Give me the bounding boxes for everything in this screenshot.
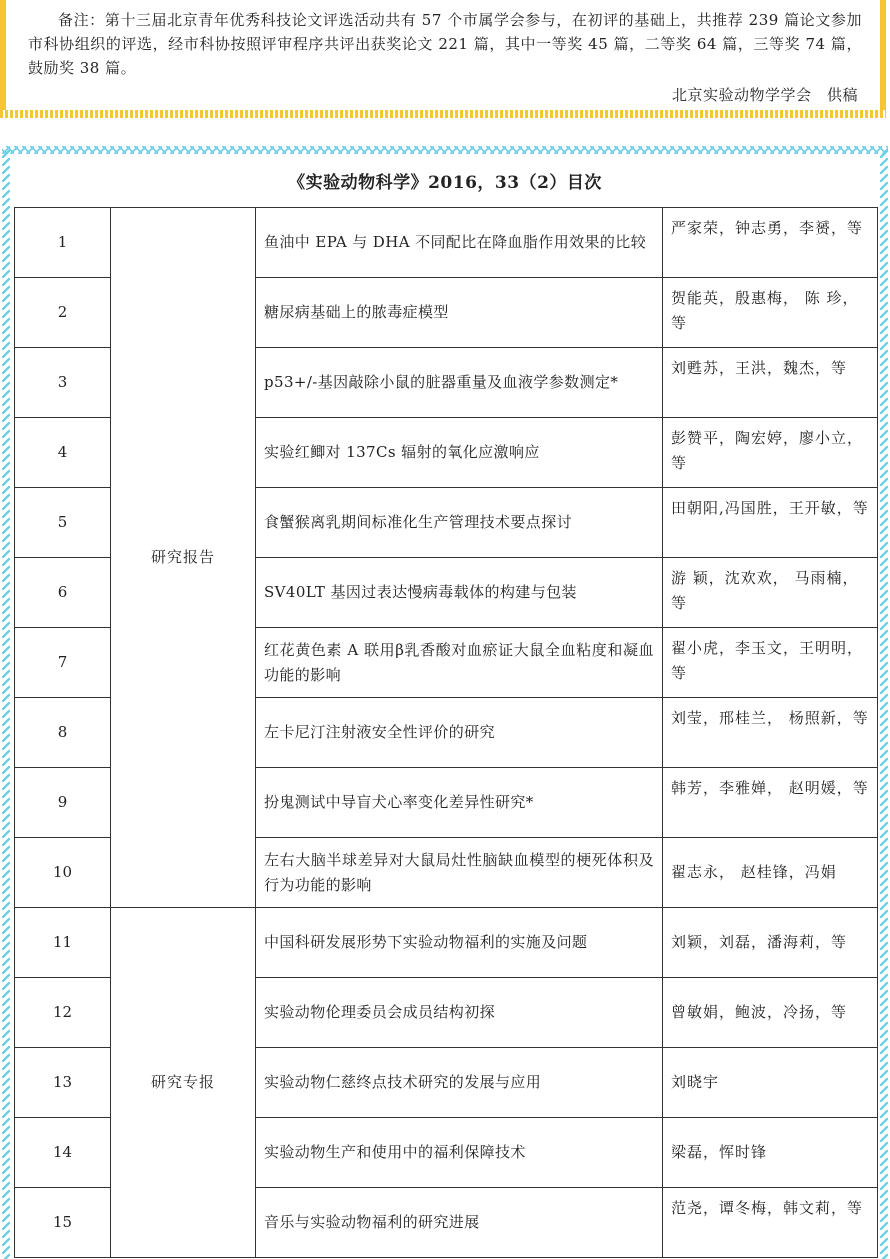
article-authors: 刘颖，刘磊，潘海莉，等	[663, 908, 878, 978]
note-text: 备注：第十三届北京青年优秀科技论文评选活动共有 57 个市属学会参与，在初评的基础上，共推荐 239 篇论文参加市科协组织的评选，经市科协按照评审程序共评出获奖论文 221 篇，其中一等奖 45 篇，二等奖 64 篇，三等奖 74 篇，鼓励奖 38 篇。	[28, 11, 862, 77]
article-authors: 刘甦苏，王洪，魏杰，等	[663, 348, 878, 418]
frame-left-border	[2, 150, 10, 1259]
table-row	[15, 908, 878, 978]
row-number: 3	[15, 348, 111, 418]
row-number: 6	[15, 558, 111, 628]
article-title: p53+/-基因敲除小鼠的脏器重量及血液学参数测定*	[256, 348, 663, 418]
article-authors: 刘莹，邢桂兰， 杨照新，等	[663, 698, 878, 768]
article-authors: 翟小虎，李玉文，王明明，等	[663, 628, 878, 698]
article-title: 实验红鲫对 137Cs 辐射的氧化应激响应	[256, 418, 663, 488]
row-number: 14	[15, 1118, 111, 1188]
category-cell: 研究专报	[111, 908, 256, 1258]
row-number: 13	[15, 1048, 111, 1118]
article-title: 糖尿病基础上的脓毒症模型	[256, 278, 663, 348]
row-number: 11	[15, 908, 111, 978]
article-authors: 范尧，谭冬梅，韩文莉，等	[663, 1188, 878, 1258]
row-number: 4	[15, 418, 111, 488]
article-authors: 梁磊，恽时锋	[663, 1118, 878, 1188]
article-title: 中国科研发展形势下实验动物福利的实施及问题	[256, 908, 663, 978]
article-title: 实验动物生产和使用中的福利保障技术	[256, 1118, 663, 1188]
article-authors: 翟志永， 赵桂锋，冯娟	[663, 838, 878, 908]
row-number: 15	[15, 1188, 111, 1258]
article-title: SV40LT 基因过表达慢病毒载体的构建与包装	[256, 558, 663, 628]
article-authors: 刘晓宇	[663, 1048, 878, 1118]
article-title: 音乐与实验动物福利的研究进展	[256, 1188, 663, 1258]
article-authors: 彭赞平，陶宏婷，廖小立，等	[663, 418, 878, 488]
article-authors: 曾敏娟，鲍波，冷扬，等	[663, 978, 878, 1048]
row-number: 8	[15, 698, 111, 768]
row-number: 12	[15, 978, 111, 1048]
toc-table	[14, 207, 878, 1258]
article-authors: 贺能英，殷惠梅， 陈 珍，等	[663, 278, 878, 348]
row-number: 1	[15, 208, 111, 278]
article-title: 红花黄色素 A 联用β乳香酸对血瘀证大鼠全血粘度和凝血功能的影响	[256, 628, 663, 698]
article-title: 左卡尼汀注射液安全性评价的研究	[256, 698, 663, 768]
article-authors: 田朝阳,冯国胜，王开敏，等	[663, 488, 878, 558]
note-source: 北京实验动物学学会 供稿	[671, 86, 858, 104]
article-authors: 游 颖，沈欢欢， 马雨楠，等	[663, 558, 878, 628]
article-title: 扮鬼测试中导盲犬心率变化差异性研究*	[256, 768, 663, 838]
row-number: 10	[15, 838, 111, 908]
row-number: 2	[15, 278, 111, 348]
article-title: 鱼油中 EPA 与 DHA 不同配比在降血脂作用效果的比较	[256, 208, 663, 278]
note-box	[0, 0, 886, 110]
row-number: 9	[15, 768, 111, 838]
frame-top-border	[2, 146, 888, 154]
frame-right-border	[880, 150, 888, 1259]
row-number: 7	[15, 628, 111, 698]
yellow-border-stripe	[0, 110, 886, 118]
category-cell: 研究报告	[111, 208, 256, 908]
article-title: 实验动物伦理委员会成员结构初探	[256, 978, 663, 1048]
table-row	[15, 208, 878, 278]
article-title: 实验动物仁慈终点技术研究的发展与应用	[256, 1048, 663, 1118]
article-title: 食蟹猴离乳期间标准化生产管理技术要点探讨	[256, 488, 663, 558]
article-title: 左右大脑半球差异对大鼠局灶性脑缺血模型的梗死体积及行为功能的影响	[256, 838, 663, 908]
toc-title: 《实验动物科学》2016，33（2）目次	[288, 173, 602, 193]
article-authors: 严家荣，钟志勇，李赟，等	[663, 208, 878, 278]
article-authors: 韩芳，李雅婵， 赵明媛，等	[663, 768, 878, 838]
row-number: 5	[15, 488, 111, 558]
